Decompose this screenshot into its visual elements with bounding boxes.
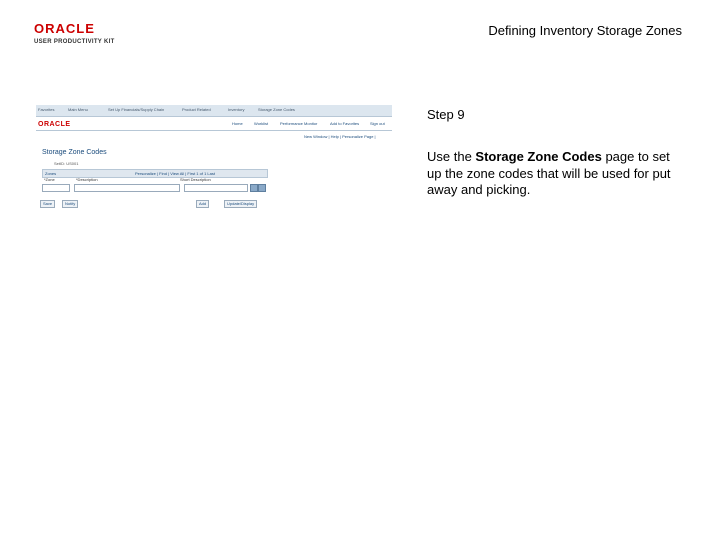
- column-zone: *Zone: [44, 177, 55, 182]
- breadcrumb-item[interactable]: Main Menu: [68, 107, 88, 112]
- setid-label: SetID: US001: [54, 161, 79, 166]
- slide-title: Defining Inventory Storage Zones: [488, 23, 682, 38]
- page-toolbar: [40, 200, 268, 208]
- short-description-input[interactable]: [184, 184, 248, 192]
- oracle-upk-logo: [34, 22, 124, 45]
- add-button[interactable]: Add: [196, 200, 209, 208]
- nav-sign-out[interactable]: Sign out: [370, 121, 385, 126]
- upk-logo-text: USER PRODUCTIVITY KIT: [34, 39, 115, 45]
- description-text: Use the: [427, 149, 476, 164]
- grid-navigation[interactable]: Personalize | Find | View All | First 1 of 1 Last: [135, 171, 215, 176]
- column-description: *Description: [76, 177, 98, 182]
- nav-home[interactable]: Home: [232, 121, 243, 126]
- description-text-end: page to set up the zone codes that will be used for put away and picking.: [427, 149, 671, 197]
- update-display-button[interactable]: Update/Display: [224, 200, 257, 208]
- oracle-brand: ORACLE: [38, 121, 71, 128]
- breadcrumb-item[interactable]: Product Related: [182, 107, 211, 112]
- page-utility-links[interactable]: New Window | Help | Personalize Page |: [304, 134, 376, 139]
- breadcrumb-item[interactable]: Favorites: [38, 107, 55, 112]
- delete-row-icon[interactable]: [258, 184, 266, 192]
- notify-button[interactable]: Notify: [62, 200, 78, 208]
- step-description: [427, 149, 687, 199]
- application-screenshot: [36, 105, 392, 213]
- breadcrumb-bar: [36, 105, 392, 117]
- nav-performance-monitor[interactable]: Performance Monitor: [280, 121, 318, 126]
- table-row: [42, 184, 266, 192]
- grid-column-headers: [42, 177, 266, 183]
- add-row-icon[interactable]: [250, 184, 258, 192]
- header-divider: [36, 130, 392, 131]
- nav-worklist[interactable]: Worklist: [254, 121, 269, 126]
- breadcrumb-item[interactable]: Set Up Financials/Supply Chain: [108, 107, 165, 112]
- breadcrumb-item[interactable]: Inventory: [228, 107, 245, 112]
- step-number: Step 9: [427, 107, 465, 122]
- oracle-logo-text: ORACLE: [34, 21, 95, 36]
- description-input[interactable]: [74, 184, 180, 192]
- grid-title: Zones: [45, 171, 57, 176]
- nav-add-to-favorites[interactable]: Add to Favorites: [330, 121, 360, 126]
- zone-input[interactable]: [42, 184, 70, 192]
- description-emphasis: Storage Zone Codes: [475, 149, 602, 164]
- column-short-description: Short Description: [180, 177, 211, 182]
- save-button[interactable]: Save: [40, 200, 55, 208]
- page-heading: Storage Zone Codes: [42, 149, 107, 156]
- header-nav: [222, 121, 392, 128]
- breadcrumb-item[interactable]: Storage Zone Codes: [258, 107, 295, 112]
